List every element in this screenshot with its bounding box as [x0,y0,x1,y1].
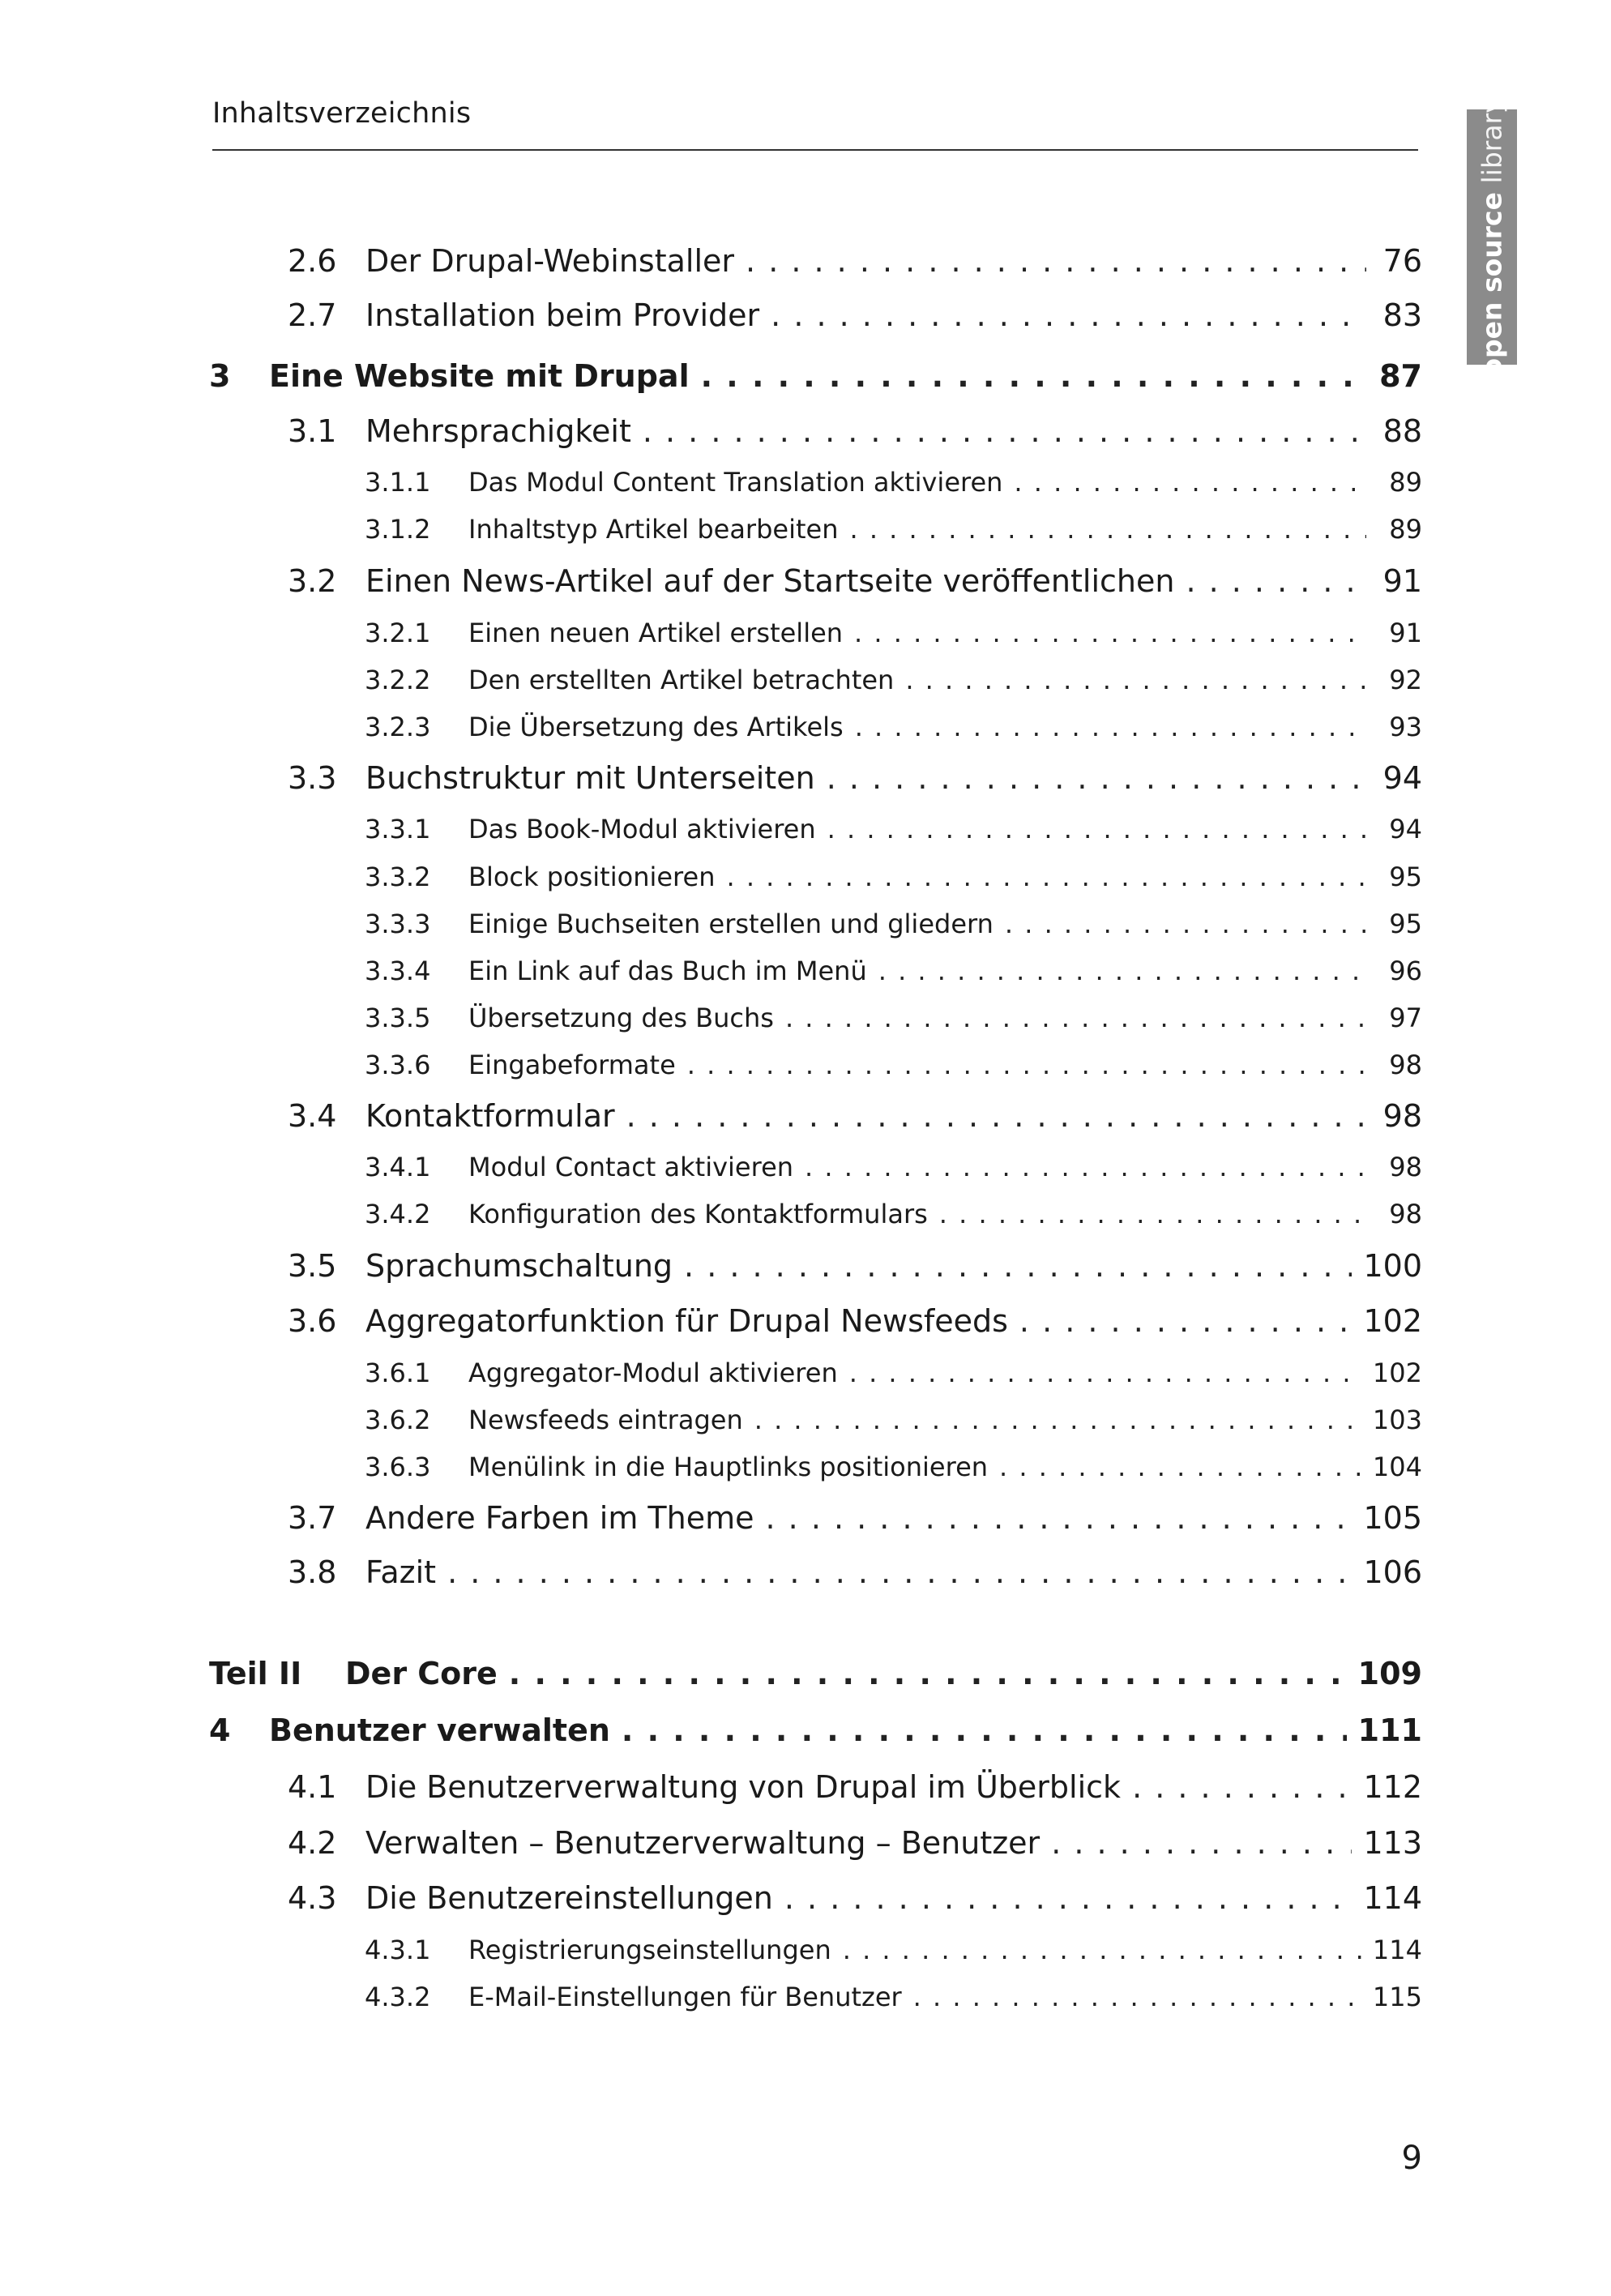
toc-entry-3-8[interactable] [288,1554,1422,1590]
toc-page: 113 [1363,1825,1422,1861]
toc-title: Modul Contact aktivieren [468,1152,794,1182]
toc-entry-3-3-5[interactable] [365,1003,1422,1033]
toc-number: 3.5 [288,1248,337,1284]
toc-leader [1019,1303,1352,1339]
toc-entry-4-3-1[interactable] [365,1935,1422,1965]
toc-title: Andere Farben im Theme [365,1500,754,1536]
toc-leader [766,1500,1352,1536]
toc-number: 4.3.1 [365,1935,431,1965]
toc-number: 3.3 [288,760,337,796]
toc-title: Kontaktformular [365,1098,615,1134]
toc-page: 94 [1389,814,1422,844]
toc-entry-3-4-2[interactable] [365,1199,1422,1229]
toc-title: Verwalten – Benutzerverwaltung – Benutzer [365,1825,1041,1861]
toc-title: Das Modul Content Translation aktivieren [468,467,1003,498]
toc-title: Die Benutzerverwaltung von Drupal im Überblick [365,1769,1122,1805]
toc-leader [939,1199,1366,1229]
toc-number: 3.3.2 [365,862,431,892]
toc-entry-4-1[interactable] [288,1769,1422,1805]
toc-leader [827,760,1366,796]
toc-leader [701,358,1366,394]
toc-title: Den erstellten Artikel betrachten [468,665,895,695]
toc-leader [684,1248,1352,1284]
toc-entry-3-2-2[interactable] [365,665,1422,695]
toc-leader [1132,1769,1352,1805]
toc-title: Die Benutzereinstellungen [365,1880,773,1916]
toc-number: 2.7 [288,297,337,333]
toc-leader [999,1452,1361,1482]
toc-number: 3.3.6 [365,1050,431,1080]
toc-number: 3.8 [288,1554,337,1590]
toc-page: 97 [1389,1003,1422,1033]
toc-page: 93 [1389,712,1422,742]
toc-leader [687,1050,1366,1080]
toc-page: 109 [1357,1656,1422,1691]
toc-number: 4.1 [288,1769,337,1805]
toc-leader [805,1152,1366,1182]
toc-title: Inhaltstyp Artikel bearbeiten [468,514,839,545]
toc-title: Der Core [345,1656,498,1691]
toc-number: 3.2.3 [365,712,431,742]
toc-title: Konfiguration des Kontaktformulars [468,1199,928,1229]
running-header: Inhaltsverzeichnis [212,97,472,130]
toc-entry-3-1-1[interactable] [365,467,1422,498]
toc-page: 92 [1389,665,1422,695]
toc-page: 91 [1382,563,1422,599]
toc-entry-2-6[interactable] [288,243,1422,279]
toc-leader [726,862,1366,892]
toc-page: 89 [1389,514,1422,545]
toc-leader [785,1003,1366,1033]
toc-number: 3.3.4 [365,956,431,986]
toc-title: Registrierungseinstellungen [468,1935,831,1965]
toc-page: 91 [1389,618,1422,648]
toc-page: 98 [1389,1152,1422,1182]
toc-title: Buchstruktur mit Unterseiten [365,760,815,796]
series-tab-bold: open source [1476,191,1508,377]
toc-page: 104 [1372,1452,1422,1482]
toc-leader [905,665,1366,695]
toc-entry-4-3[interactable] [288,1880,1422,1916]
toc-title: Sprachumschaltung [365,1248,673,1284]
toc-entry-3-6-1[interactable] [365,1358,1422,1388]
toc-leader [1005,909,1366,939]
toc-number: Teil II [209,1656,302,1691]
toc-number: 3.4.2 [365,1199,431,1229]
toc-title: Block positionieren [468,862,716,892]
toc-chapter-4[interactable] [209,1712,1422,1748]
toc-entry-3-2[interactable] [288,563,1422,599]
toc-title: Der Drupal-Webinstaller [365,243,735,279]
toc-leader [784,1880,1352,1916]
toc-entry-3-5[interactable] [288,1248,1422,1284]
toc-page: 96 [1389,956,1422,986]
toc-leader [827,814,1366,844]
toc-number: 3.7 [288,1500,337,1536]
toc-page: 87 [1379,358,1422,394]
toc-number: 3.1.1 [365,467,431,498]
toc-entry-3-3-3[interactable] [365,909,1422,939]
toc-entry-3-1-2[interactable] [365,514,1422,545]
toc-page: 98 [1382,1098,1422,1134]
toc-page: 114 [1363,1880,1422,1916]
toc-number: 3.4.1 [365,1152,431,1182]
toc-title: Mehrsprachigkeit [365,413,631,449]
toc-page: 88 [1382,413,1422,449]
toc-number: 3.2 [288,563,337,599]
toc-leader [626,1098,1366,1134]
toc-number: 3.6.2 [365,1405,431,1435]
toc-part-2[interactable] [209,1656,1422,1691]
toc-entry-3-4[interactable] [288,1098,1422,1134]
toc-page: 98 [1389,1050,1422,1080]
toc-number: 2.6 [288,243,337,279]
toc-title: Einige Buchseiten erstellen und gliedern [468,909,994,939]
toc-title: Installation beim Provider [365,297,760,333]
toc-title: Eingabeformate [468,1050,676,1080]
toc-leader [913,1982,1361,2012]
toc-leader [1014,467,1366,498]
toc-leader [1186,563,1366,599]
toc-title: Einen News-Artikel auf der Startseite veröffentlichen [365,563,1175,599]
toc-title: E-Mail-Einstellungen für Benutzer [468,1982,902,2012]
toc-entry-3-4-1[interactable] [365,1152,1422,1182]
toc-page: 111 [1357,1712,1422,1748]
toc-entry-3-2-1[interactable] [365,618,1422,648]
toc-entry-3-6-2[interactable] [365,1405,1422,1435]
toc-title: Menülink in die Hauptlinks positionieren [468,1452,989,1482]
toc-number: 4.2 [288,1825,337,1861]
toc-leader [771,297,1366,333]
toc-entry-3-3-6[interactable] [365,1050,1422,1080]
toc-entry-4-3-2[interactable] [365,1982,1422,2012]
toc-leader [746,243,1366,279]
page-number: 9 [1401,2140,1422,2177]
toc-entry-3-3-1[interactable] [365,814,1422,844]
toc-page: 100 [1363,1248,1422,1284]
toc-entry-3-2-3[interactable] [365,712,1422,742]
toc-title: Fazit [365,1554,437,1590]
toc-page: 102 [1363,1303,1422,1339]
toc-title: Einen neuen Artikel erstellen [468,618,844,648]
toc-entry-2-7[interactable] [288,297,1422,333]
toc-leader [854,618,1366,648]
series-tab-light: library [1476,97,1508,184]
toc-number: 3.2.1 [365,618,431,648]
toc-entry-3-3[interactable] [288,760,1422,796]
toc-number: 3.3.5 [365,1003,431,1033]
toc-entry-4-2[interactable] [288,1825,1422,1861]
toc-number: 3.3.3 [365,909,431,939]
toc-entry-3-3-4[interactable] [365,956,1422,986]
toc-entry-3-6-3[interactable] [365,1452,1422,1482]
toc-title: Aggregatorfunktion für Drupal Newsfeeds [365,1303,1008,1339]
toc-number: 3.1 [288,413,337,449]
toc-page: 94 [1382,760,1422,796]
toc-leader [447,1554,1352,1590]
toc-title: Aggregator-Modul aktivieren [468,1358,838,1388]
toc-number: 3 [209,358,231,394]
toc-chapter-3[interactable] [209,358,1422,394]
toc-title: Ein Link auf das Buch im Menü [468,956,867,986]
toc-page: 76 [1382,243,1422,279]
toc-leader [843,1935,1361,1965]
toc-page: 98 [1389,1199,1422,1229]
toc-leader [855,712,1366,742]
toc-page: 114 [1372,1935,1422,1965]
toc-number: 3.3.1 [365,814,431,844]
toc-page: 89 [1389,467,1422,498]
toc-page: 115 [1372,1982,1422,2012]
toc-leader [643,413,1366,449]
toc-page: 105 [1363,1500,1422,1536]
toc-title: Newsfeeds eintragen [468,1405,743,1435]
toc-page: 83 [1382,297,1422,333]
toc-title: Das Book-Modul aktivieren [468,814,816,844]
toc-title: Eine Website mit Drupal [269,358,690,394]
toc-number: 3.4 [288,1098,337,1134]
toc-page: 103 [1372,1405,1422,1435]
toc-number: 3.6.3 [365,1452,431,1482]
toc-page: 95 [1389,909,1422,939]
toc-leader [622,1712,1347,1748]
toc-entry-3-6[interactable] [288,1303,1422,1339]
toc-number: 3.1.2 [365,514,431,545]
toc-number: 3.2.2 [365,665,431,695]
toc-entry-3-3-2[interactable] [365,862,1422,892]
toc-number: 3.6 [288,1303,337,1339]
toc-leader [1051,1825,1352,1861]
toc-page: 102 [1372,1358,1422,1388]
toc-leader [849,514,1366,545]
toc-page: 106 [1363,1554,1422,1590]
toc-entry-3-7[interactable] [288,1500,1422,1536]
toc-number: 4 [209,1712,231,1748]
toc-title: Benutzer verwalten [269,1712,610,1748]
toc-number: 4.3 [288,1880,337,1916]
toc-leader [878,956,1366,986]
toc-title: Die Übersetzung des Artikels [468,712,844,742]
toc-leader [509,1656,1347,1691]
toc-entry-3-1[interactable] [288,413,1422,449]
toc-leader [754,1405,1361,1435]
toc-page: 95 [1389,862,1422,892]
toc-leader [849,1358,1361,1388]
toc-number: 3.6.1 [365,1358,431,1388]
toc-title: Übersetzung des Buchs [468,1003,774,1033]
toc-page: 112 [1363,1769,1422,1805]
toc-number: 4.3.2 [365,1982,431,2012]
